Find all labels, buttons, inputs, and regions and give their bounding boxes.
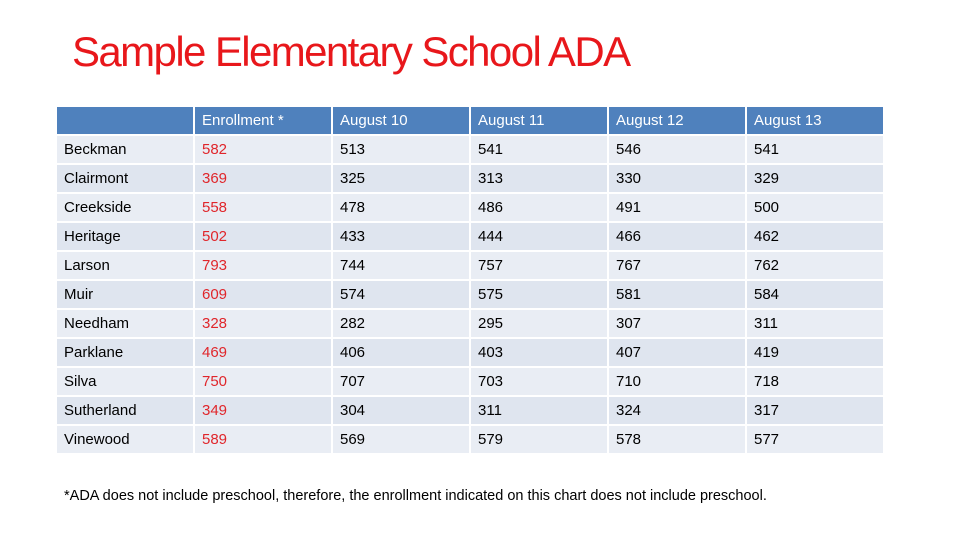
table-row (57, 252, 885, 281)
enrollment-cell: 582 (195, 136, 333, 165)
attendance-cell: 304 (333, 397, 471, 426)
ada-table (57, 107, 885, 455)
attendance-cell: 406 (333, 339, 471, 368)
table-row (57, 194, 885, 223)
attendance-cell: 444 (471, 223, 609, 252)
attendance-cell: 575 (471, 281, 609, 310)
table-row (57, 339, 885, 368)
header-cell-august-12: August 12 (609, 107, 747, 136)
attendance-cell: 703 (471, 368, 609, 397)
attendance-cell: 762 (747, 252, 885, 281)
table-row (57, 426, 885, 455)
attendance-cell: 462 (747, 223, 885, 252)
attendance-cell: 311 (747, 310, 885, 339)
table-row (57, 368, 885, 397)
attendance-cell: 710 (609, 368, 747, 397)
table-row (57, 223, 885, 252)
attendance-cell: 466 (609, 223, 747, 252)
attendance-cell: 317 (747, 397, 885, 426)
attendance-cell: 541 (747, 136, 885, 165)
enrollment-cell: 793 (195, 252, 333, 281)
school-name-cell: Needham (57, 310, 195, 339)
attendance-cell: 581 (609, 281, 747, 310)
attendance-cell: 324 (609, 397, 747, 426)
school-name-cell: Silva (57, 368, 195, 397)
header-cell-august-10: August 10 (333, 107, 471, 136)
attendance-cell: 325 (333, 165, 471, 194)
table-header-row (57, 107, 885, 136)
enrollment-cell: 502 (195, 223, 333, 252)
enrollment-cell: 609 (195, 281, 333, 310)
header-cell-august-11: August 11 (471, 107, 609, 136)
attendance-cell: 478 (333, 194, 471, 223)
attendance-cell: 757 (471, 252, 609, 281)
attendance-cell: 718 (747, 368, 885, 397)
attendance-cell: 707 (333, 368, 471, 397)
header-cell-enrollment: Enrollment * (195, 107, 333, 136)
attendance-cell: 546 (609, 136, 747, 165)
table-row (57, 136, 885, 165)
attendance-cell: 329 (747, 165, 885, 194)
school-name-cell: Muir (57, 281, 195, 310)
footnote: *ADA does not include preschool, therefore, the enrollment indicated on this chart does not include preschool. (64, 488, 767, 504)
attendance-cell: 577 (747, 426, 885, 455)
attendance-cell: 433 (333, 223, 471, 252)
attendance-cell: 330 (609, 165, 747, 194)
school-name-cell: Creekside (57, 194, 195, 223)
attendance-cell: 407 (609, 339, 747, 368)
attendance-cell: 486 (471, 194, 609, 223)
table-row (57, 310, 885, 339)
attendance-cell: 744 (333, 252, 471, 281)
school-name-cell: Parklane (57, 339, 195, 368)
header-cell-school (57, 107, 195, 136)
school-name-cell: Clairmont (57, 165, 195, 194)
attendance-cell: 419 (747, 339, 885, 368)
attendance-cell: 282 (333, 310, 471, 339)
attendance-cell: 311 (471, 397, 609, 426)
attendance-cell: 578 (609, 426, 747, 455)
attendance-cell: 584 (747, 281, 885, 310)
enrollment-cell: 750 (195, 368, 333, 397)
attendance-cell: 579 (471, 426, 609, 455)
page-title: Sample Elementary School ADA (72, 28, 630, 75)
attendance-cell: 541 (471, 136, 609, 165)
table-row (57, 397, 885, 426)
school-name-cell: Larson (57, 252, 195, 281)
enrollment-cell: 589 (195, 426, 333, 455)
enrollment-cell: 328 (195, 310, 333, 339)
attendance-cell: 574 (333, 281, 471, 310)
enrollment-cell: 469 (195, 339, 333, 368)
attendance-cell: 295 (471, 310, 609, 339)
attendance-cell: 491 (609, 194, 747, 223)
table-row (57, 281, 885, 310)
enrollment-cell: 349 (195, 397, 333, 426)
enrollment-cell: 369 (195, 165, 333, 194)
attendance-cell: 767 (609, 252, 747, 281)
school-name-cell: Sutherland (57, 397, 195, 426)
header-cell-august-13: August 13 (747, 107, 885, 136)
attendance-cell: 569 (333, 426, 471, 455)
school-name-cell: Beckman (57, 136, 195, 165)
table-row (57, 165, 885, 194)
attendance-cell: 513 (333, 136, 471, 165)
attendance-cell: 403 (471, 339, 609, 368)
enrollment-cell: 558 (195, 194, 333, 223)
attendance-cell: 313 (471, 165, 609, 194)
school-name-cell: Vinewood (57, 426, 195, 455)
attendance-cell: 307 (609, 310, 747, 339)
school-name-cell: Heritage (57, 223, 195, 252)
attendance-cell: 500 (747, 194, 885, 223)
